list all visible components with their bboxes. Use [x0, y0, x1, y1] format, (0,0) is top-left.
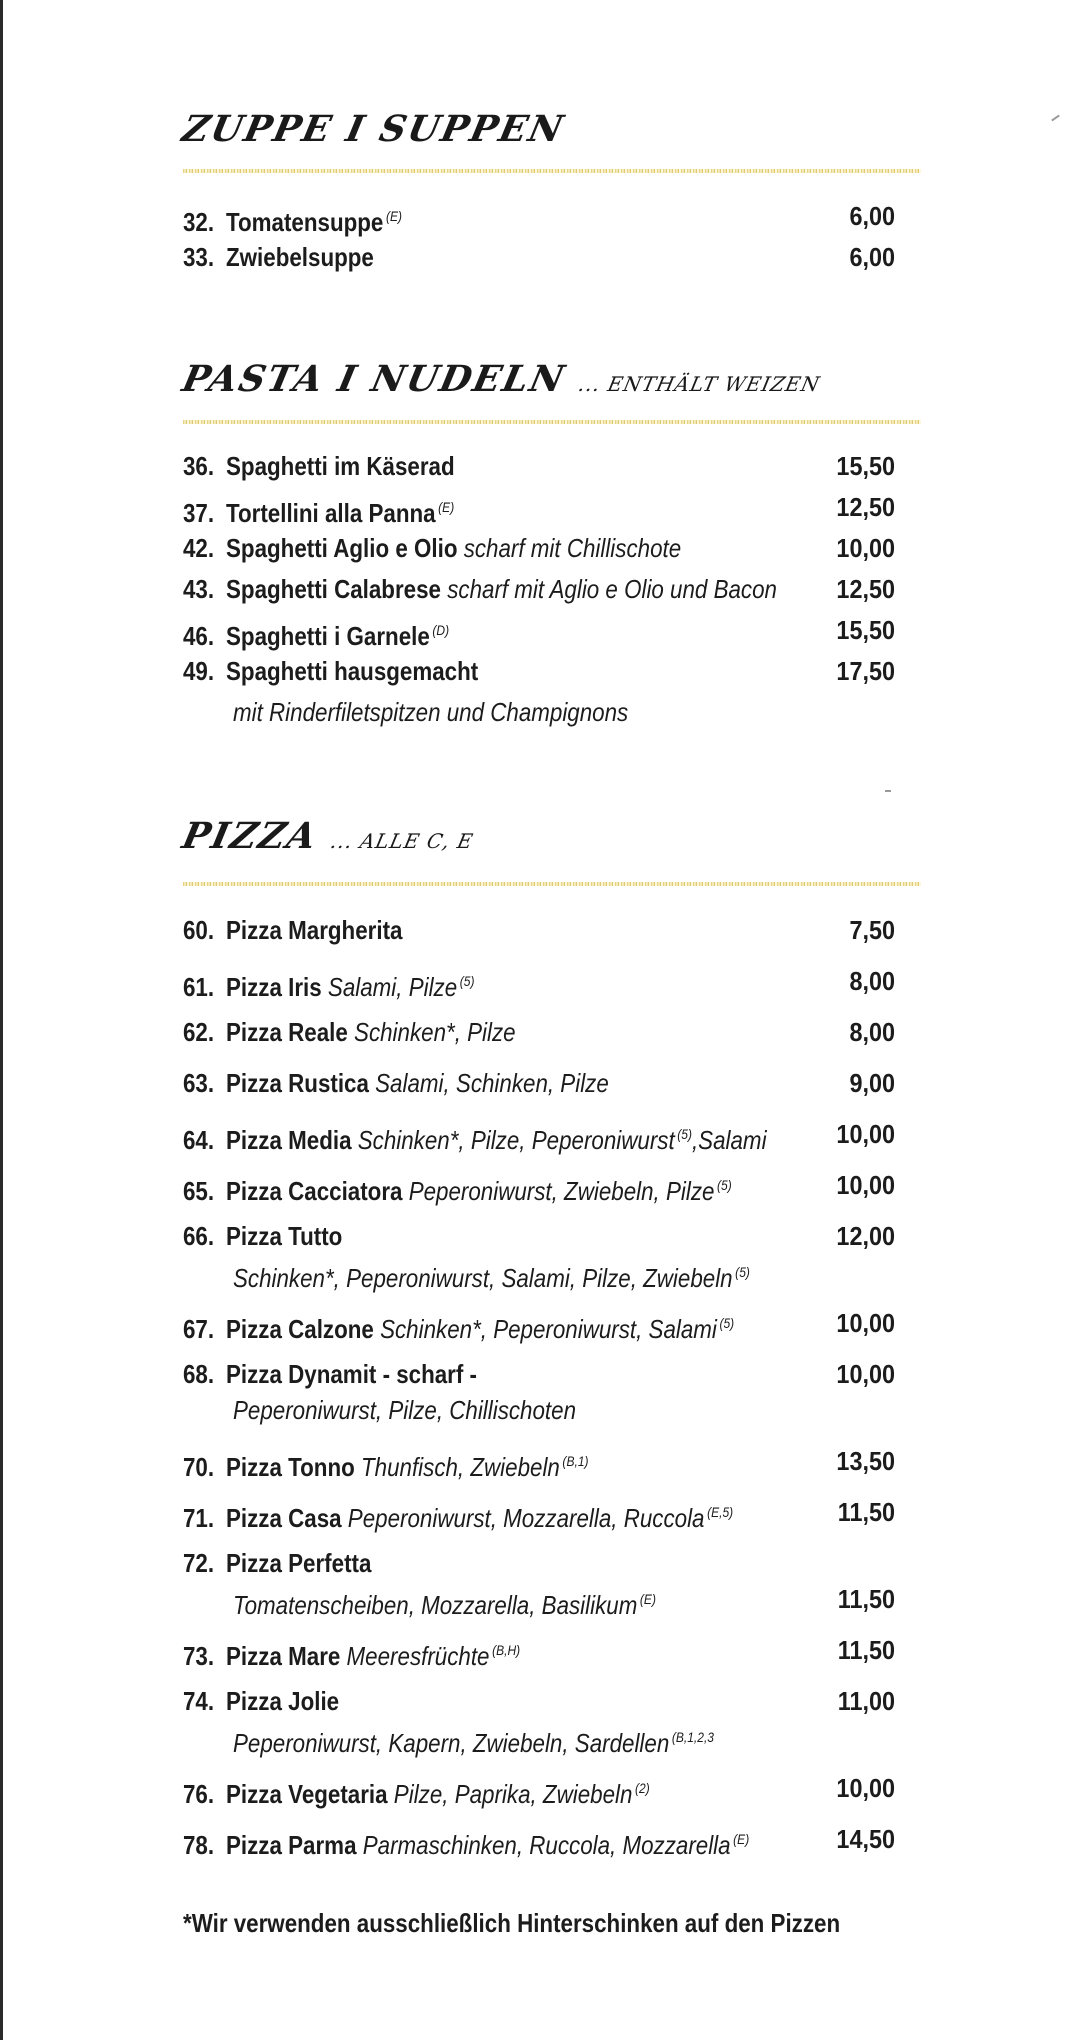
section-divider	[183, 420, 921, 424]
item-subline	[233, 1721, 714, 1759]
item-allergens: (5)	[459, 973, 475, 989]
item-price: 10,00	[836, 1773, 895, 1803]
item-allergens: (B,1)	[562, 1453, 589, 1469]
item-number: 78.	[183, 1830, 215, 1860]
item-price: 11,00	[837, 1686, 895, 1716]
item-name: Pizza Tutto	[226, 1221, 343, 1251]
item-price: 6,00	[849, 201, 895, 231]
item-number: 71.	[183, 1503, 215, 1533]
item-price: 8,00	[849, 966, 895, 996]
menu-item	[183, 241, 795, 273]
item-name: Pizza Perfetta	[226, 1548, 372, 1578]
item-price: 10,00	[836, 1119, 895, 1149]
section-title-text: PASTA I NUDELN	[178, 358, 570, 400]
item-name: Pizza Mare	[226, 1641, 341, 1671]
item-subline	[233, 1256, 750, 1294]
item-subline: Peperoniwurst, Pilze, Chillischoten	[233, 1395, 577, 1425]
item-price: 10,00	[836, 533, 895, 563]
item-description: Schinken*, Pilze, Peperoniwurst	[357, 1125, 675, 1155]
item-number: 62.	[183, 1017, 215, 1047]
section-note: ... ALLE C, E	[328, 829, 476, 853]
item-number: 76.	[183, 1779, 215, 1809]
item-price: 11,50	[837, 1635, 895, 1665]
item-allergens: (E)	[438, 499, 455, 515]
menu-item	[183, 1016, 795, 1048]
item-name: Pizza Margherita	[226, 915, 403, 945]
item-description: Meeresfrüchte	[346, 1641, 490, 1671]
menu-item	[183, 914, 795, 946]
menu-item	[183, 1169, 795, 1207]
menu-item	[183, 1445, 795, 1483]
item-allergens: (2)	[635, 1780, 650, 1796]
menu-item	[183, 1220, 795, 1252]
item-name: Zwiebelsuppe	[226, 242, 374, 272]
item-allergens: (5)	[719, 1315, 735, 1331]
menu-item	[183, 1547, 795, 1579]
menu-item	[183, 1634, 795, 1672]
item-price: 11,50	[837, 1584, 895, 1614]
item-number: 65.	[183, 1176, 215, 1206]
item-number: 43.	[183, 574, 215, 604]
item-description: Schinken*, Pilze	[354, 1017, 516, 1047]
item-number: 61.	[183, 972, 215, 1002]
item-name: Pizza Casa	[226, 1503, 342, 1533]
item-name: Spaghetti i Garnele	[226, 621, 430, 651]
item-description: scharf mit Chillischote	[463, 533, 682, 563]
menu-item	[183, 200, 795, 238]
menu-item	[183, 1067, 795, 1099]
item-price: 13,50	[836, 1446, 895, 1476]
item-name: Spaghetti Calabrese	[226, 574, 441, 604]
item-name: Pizza Vegetaria	[226, 1779, 388, 1809]
item-name: Pizza Rustica	[226, 1068, 369, 1098]
item-number: 36.	[183, 451, 215, 481]
item-name: Pizza Tonno	[226, 1452, 355, 1482]
section-title-soups: ZUPPE I SUPPEN	[178, 108, 569, 150]
item-allergens: (B,1,2,3	[671, 1729, 715, 1745]
item-number: 42.	[183, 533, 215, 563]
item-subline-text: Peperoniwurst, Kapern, Zwiebeln, Sardellen	[233, 1728, 670, 1758]
item-price: 12,00	[836, 1221, 895, 1251]
item-description: Salami, Schinken, Pilze	[375, 1068, 609, 1098]
item-allergens: (E)	[733, 1831, 750, 1847]
scan-edge	[0, 0, 3, 2040]
item-name: Pizza Reale	[226, 1017, 348, 1047]
item-allergens: (E)	[639, 1591, 656, 1607]
item-description: Schinken*, Peperoniwurst, Salami	[380, 1314, 717, 1344]
item-number: 73.	[183, 1641, 215, 1671]
item-number: 60.	[183, 915, 215, 945]
menu-item	[183, 1772, 795, 1810]
item-allergens: (E)	[385, 208, 403, 224]
item-price: 12,50	[836, 574, 895, 604]
item-allergens: (5)	[677, 1126, 692, 1142]
item-description: Parmaschinken, Ruccola, Mozzarella	[362, 1830, 731, 1860]
item-number: 70.	[183, 1452, 215, 1482]
item-number: 37.	[183, 498, 215, 528]
item-name: Tortellini alla Panna	[226, 498, 436, 528]
section-title-text: PIZZA	[178, 815, 322, 857]
menu-item	[183, 1685, 795, 1717]
item-price: 11,50	[837, 1497, 895, 1527]
item-name: Pizza Jolie	[226, 1686, 340, 1716]
item-description: Peperoniwurst, Zwiebeln, Pilze	[408, 1176, 715, 1206]
item-allergens: (E,5)	[707, 1504, 734, 1520]
item-name: Pizza Cacciatora	[226, 1176, 403, 1206]
item-price: 15,50	[836, 615, 895, 645]
item-description-extra: ,Salami	[691, 1125, 767, 1155]
item-name: Pizza Media	[226, 1125, 352, 1155]
item-subline-text: Tomatenscheiben, Mozzarella, Basilikum	[233, 1590, 638, 1620]
menu-item	[183, 450, 795, 482]
item-number: 64.	[183, 1125, 215, 1155]
menu-item	[183, 965, 795, 1003]
item-price: 10,00	[836, 1308, 895, 1338]
item-number: 49.	[183, 656, 215, 686]
item-description: scharf mit Aglio e Olio und Bacon	[447, 574, 777, 604]
item-description: Salami, Pilze	[327, 972, 458, 1002]
section-divider	[183, 169, 921, 173]
section-note: ... ENTHÄLT WEIZEN	[576, 372, 823, 396]
item-allergens: (D)	[432, 622, 450, 638]
item-number: 33.	[183, 242, 215, 272]
menu-item	[183, 532, 795, 564]
menu-item	[183, 1307, 795, 1345]
item-subline-text: Schinken*, Peperoniwurst, Salami, Pilze, Zwiebeln	[233, 1263, 733, 1293]
item-name: Pizza Calzone	[226, 1314, 374, 1344]
item-price: 8,00	[849, 1017, 895, 1047]
section-divider	[183, 882, 921, 886]
item-subline: mit Rinderfiletspitzen und Champignons	[233, 697, 629, 727]
item-price: 17,50	[836, 656, 895, 686]
item-allergens: (5)	[735, 1264, 750, 1280]
item-name: Spaghetti Aglio e Olio	[226, 533, 458, 563]
item-name: Spaghetti hausgemacht	[226, 656, 479, 686]
menu-item	[183, 1118, 795, 1156]
item-price: 15,50	[836, 451, 895, 481]
item-description: Peperoniwurst, Mozzarella, Ruccola	[347, 1503, 705, 1533]
item-allergens: (B,H)	[492, 1642, 521, 1658]
section-title-pasta	[179, 358, 826, 400]
menu-item	[183, 614, 795, 652]
item-price: 7,50	[849, 915, 895, 945]
item-price: 10,00	[836, 1170, 895, 1200]
scan-speck	[1051, 115, 1060, 122]
menu-item	[183, 1823, 795, 1861]
item-name: Pizza Iris	[226, 972, 322, 1002]
item-description: Pilze, Paprika, Zwiebeln	[393, 1779, 633, 1809]
item-price: 12,50	[836, 492, 895, 522]
menu-item	[183, 491, 795, 529]
item-number: 68.	[183, 1359, 215, 1389]
item-subline	[233, 1583, 656, 1621]
item-number: 63.	[183, 1068, 215, 1098]
menu-item	[183, 655, 795, 687]
item-number: 32.	[183, 207, 215, 237]
menu-item	[183, 573, 795, 605]
item-name: Spaghetti im Käserad	[226, 451, 455, 481]
item-number: 46.	[183, 621, 215, 651]
item-price: 6,00	[849, 242, 895, 272]
menu-item	[183, 1358, 795, 1390]
menu-item	[183, 1496, 795, 1534]
item-name: Pizza Parma	[226, 1830, 357, 1860]
footer-note: *Wir verwenden ausschließlich Hinterschinken auf den Pizzen	[183, 1908, 841, 1938]
item-price: 10,00	[836, 1359, 895, 1389]
section-title-pizza	[179, 815, 479, 857]
item-price: 9,00	[849, 1068, 895, 1098]
item-description: Thunfisch, Zwiebeln	[360, 1452, 560, 1482]
scan-speck	[885, 790, 891, 792]
item-allergens: (5)	[717, 1177, 732, 1193]
item-number: 74.	[183, 1686, 215, 1716]
item-price: 14,50	[836, 1824, 895, 1854]
item-number: 67.	[183, 1314, 215, 1344]
item-number: 72.	[183, 1548, 215, 1578]
item-name: Tomatensuppe	[226, 207, 384, 237]
item-number: 66.	[183, 1221, 215, 1251]
item-name: Pizza Dynamit - scharf -	[226, 1359, 477, 1389]
